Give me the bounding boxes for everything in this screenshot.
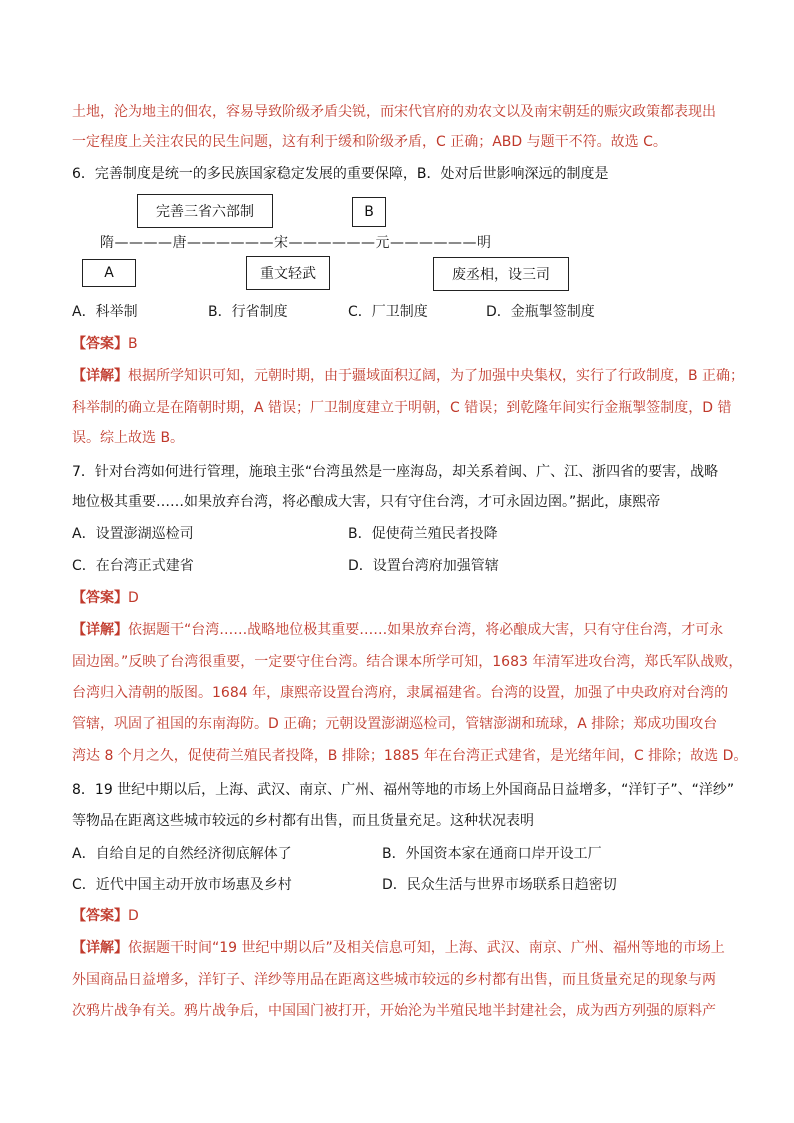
q8-answer: [72, 906, 139, 926]
q6-stem: 6．完善制度是统一的多民族国家稳定发展的重要保障，B．处对后世影响深远的制度是: [72, 166, 609, 182]
answer-tag: 【答案】: [72, 908, 128, 924]
answer-value: D: [128, 590, 139, 606]
q8-detail-line-1: [72, 938, 725, 958]
q6-option-a: A．科举制: [72, 304, 138, 320]
detail-tag: 【详解】: [72, 940, 128, 956]
q8-option-c: C．近代中国主动开放市场惠及乡村: [72, 877, 292, 893]
q7-option-c: C．在台湾正式建省: [72, 558, 194, 574]
q6-detail-line-1: [72, 366, 744, 386]
timeline-box-bottom-2: 重文轻武: [246, 256, 330, 290]
q8-stem-line-2: 等物品在距离这些城市较远的乡村都有出售，而且货量充足。这种状况表明: [72, 813, 534, 829]
detail-tag: 【详解】: [72, 368, 128, 384]
answer-value: D: [128, 908, 139, 924]
q7-stem-line-2: 地位极其重要……如果放弃台湾，将必酿成大害，只有守住台湾，才可永固边圉。”据此，康熙帝: [72, 494, 661, 510]
q7-option-d: D．设置台湾府加强管辖: [348, 558, 499, 574]
prev-explanation-line-2: 一定程度上关注农民的民生问题，这有利于缓和阶级矛盾，C 正确；ABD 与题干不符。故选 C。: [72, 134, 667, 150]
detail-text: 依据题干“台湾……战略地位极其重要……如果放弃台湾，将必酿成大害，只有守住台湾，才可永: [128, 622, 724, 638]
timeline-box-top-1: 完善三省六部制: [137, 194, 273, 228]
q8-detail-line-2: 外国商品日益增多，洋钉子、洋纱等用品在距离这些城市较远的乡村都有出售，而且货量充足的现象与两: [72, 972, 716, 988]
timeline-box-bottom-3: 废丞相，设三司: [433, 257, 569, 291]
q7-option-a: A．设置澎湖巡检司: [72, 526, 194, 542]
answer-tag: 【答案】: [72, 336, 128, 352]
q7-option-b: B．促使荷兰殖民者投降: [348, 526, 498, 542]
answer-value: B: [128, 336, 138, 352]
detail-text: 根据所学知识可知，元朝时期，由于疆域面积辽阔，为了加强中央集权，实行了行政制度，B 正确；: [128, 368, 745, 384]
q8-option-b: B．外国资本家在通商口岸开设工厂: [382, 846, 602, 862]
q8-stem-line-1: 8．19 世纪中期以后，上海、武汉、南京、广州、福州等地的市场上外国商品日益增多，“洋钉子”、“洋纱”: [72, 782, 735, 798]
timeline-axis: 隋————唐——————宋——————元——————明: [100, 235, 492, 251]
timeline-box-bottom-1: A: [82, 259, 136, 287]
q6-option-b: B．行省制度: [208, 304, 288, 320]
timeline-box-top-2: B: [352, 197, 386, 227]
detail-text: 依据题干时间“19 世纪中期以后”及相关信息可知，上海、武汉、南京、广州、福州等地的市场上: [128, 940, 725, 956]
q7-detail-line-3: 台湾归入清朝的版图。1684 年，康熙帝设置台湾府，隶属福建省。台湾的设置，加强了中央政府对台湾的: [72, 685, 729, 701]
q6-option-d: D．金瓶掣签制度: [486, 304, 595, 320]
q7-detail-line-5: 湾达 8 个月之久，促使荷兰殖民者投降，B 排除；1885 年在台湾正式建省，是光绪年间，C 排除；故选 D。: [72, 748, 748, 764]
q6-answer: [72, 334, 138, 354]
answer-tag: 【答案】: [72, 590, 128, 606]
prev-explanation-line-1: 土地，沦为地主的佃农，容易导致阶级矛盾尖锐，而宋代官府的劝农文以及南宋朝廷的赈灾政策都表现出: [72, 104, 716, 120]
q6-detail-line-2: 科举制的确立是在隋朝时期，A 错误；厂卫制度建立于明朝，C 错误；到乾隆年间实行金瓶掣签制度，D 错: [72, 400, 732, 416]
q8-option-d: D．民众生活与世界市场联系日趋密切: [382, 877, 617, 893]
detail-tag: 【详解】: [72, 622, 128, 638]
q8-option-a: A．自给自足的自然经济彻底解体了: [72, 846, 292, 862]
q7-detail-line-2: 固边圉。”反映了台湾很重要，一定要守住台湾。结合课本所学可知，1683 年清军进攻台湾，郑氏军队战败，: [72, 654, 743, 670]
q6-detail-line-3: 误。综上故选 B。: [72, 430, 185, 446]
q7-detail-line-1: [72, 620, 723, 640]
q7-detail-line-4: 管辖，巩固了祖国的东南海防。D 正确；元朝设置澎湖巡检司，管辖澎湖和琉球，A 排除；郑成功围攻台: [72, 716, 718, 732]
q7-answer: [72, 588, 139, 608]
q7-stem-line-1: 7．针对台湾如何进行管理，施琅主张“台湾虽然是一座海岛，却关系着闽、广、江、浙四省的要害，战略: [72, 464, 719, 480]
q6-option-c: C．厂卫制度: [348, 304, 428, 320]
q8-detail-line-3: 次鸦片战争有关。鸦片战争后，中国国门被打开，开始沦为半殖民地半封建社会，成为西方列强的原料产: [72, 1003, 716, 1019]
